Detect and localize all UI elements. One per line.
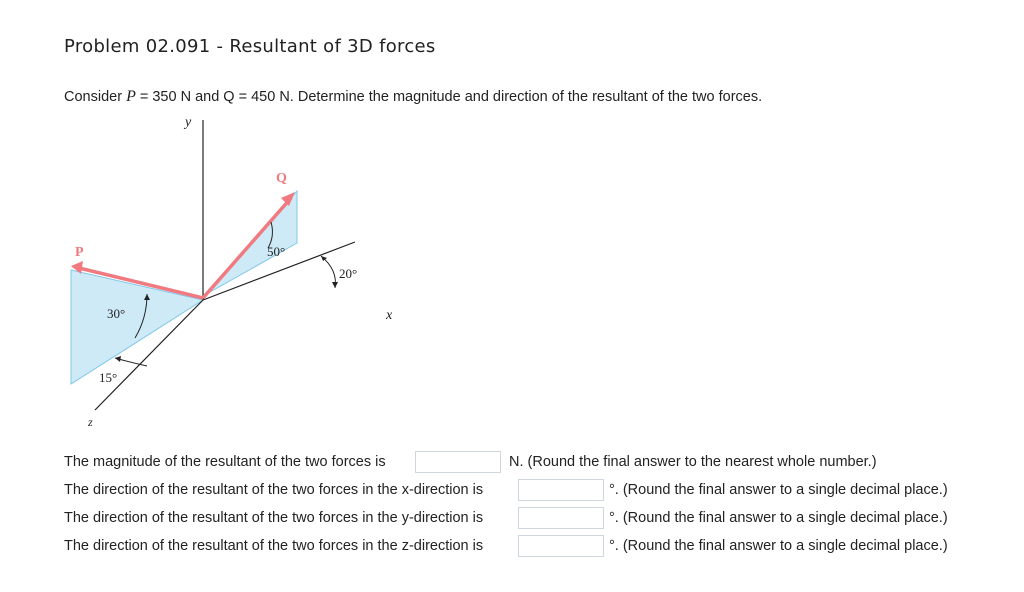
p-variable: P <box>126 88 136 105</box>
question-row-x-direction <box>64 478 483 502</box>
force-q-label: Q <box>276 171 287 186</box>
question-label-z-direction: The direction of the resultant of the two forces in the z-direction is <box>64 538 484 554</box>
x-direction-answer-input[interactable] <box>518 479 604 501</box>
question-row-z-direction <box>64 534 483 558</box>
angle-15-label: 15° <box>99 370 118 385</box>
question-row-y-direction <box>64 506 483 530</box>
axis-z-label: z <box>88 415 93 429</box>
problem-title: Problem 02.091 - Resultant of 3D forces <box>64 36 436 57</box>
z-direction-hint: °. (Round the final answer to a single decimal place.) <box>609 538 948 554</box>
z-direction-answer-input[interactable] <box>518 535 604 557</box>
y-direction-hint: °. (Round the final answer to a single decimal place.) <box>609 510 948 526</box>
angle-20-label: 20° <box>339 266 358 281</box>
axis-y-label: y <box>185 115 192 130</box>
axis-x-label: x <box>386 308 393 323</box>
question-label-magnitude: The magnitude of the resultant of the two forces is <box>64 454 386 470</box>
question-row-magnitude <box>64 450 386 474</box>
y-direction-answer-input[interactable] <box>518 507 604 529</box>
x-direction-hint: °. (Round the final answer to a single decimal place.) <box>609 482 948 498</box>
magnitude-answer-input[interactable] <box>415 451 501 473</box>
question-label-y-direction: The direction of the resultant of the two forces in the y-direction is <box>64 510 484 526</box>
force-diagram <box>55 110 455 440</box>
problem-statement: Consider P = 350 N and Q = 450 N. Determine the magnitude and direction of the resultant of the two forces. <box>64 88 763 105</box>
angle-30-label: 30° <box>107 306 126 321</box>
force-p-label: P <box>75 245 84 260</box>
magnitude-hint: N. (Round the final answer to the nearest whole number.) <box>509 454 877 470</box>
question-label-x-direction: The direction of the resultant of the two forces in the x-direction is <box>64 482 484 498</box>
angle-50-label: 50° <box>267 244 286 259</box>
